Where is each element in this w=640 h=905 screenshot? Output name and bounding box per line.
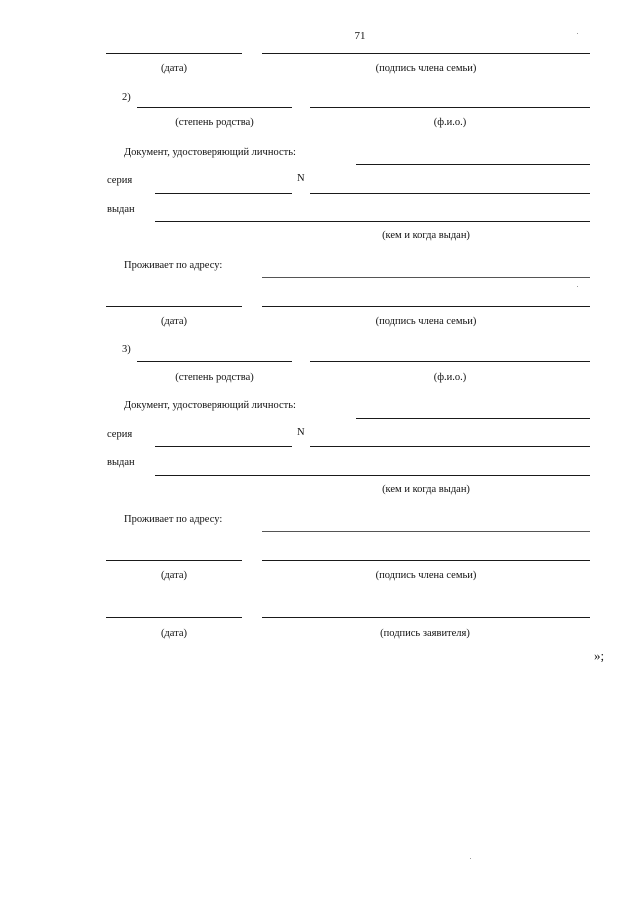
relation-line-2[interactable]: [137, 107, 292, 108]
signature-caption-3: (подпись члена семьи): [375, 570, 477, 581]
date-line-3[interactable]: [106, 560, 242, 561]
fio-caption-2: (ф.и.о.): [433, 117, 467, 128]
date-line-1[interactable]: [106, 53, 242, 54]
applicant-signature-line[interactable]: [262, 617, 590, 618]
signature-line-2[interactable]: [262, 306, 590, 307]
document-line-2[interactable]: [356, 164, 590, 165]
scan-speck: [577, 33, 578, 34]
series-label-3: серия: [107, 429, 133, 440]
address-line-3a[interactable]: [262, 531, 590, 532]
series-label-2: серия: [107, 175, 133, 186]
date-caption-3: (дата): [160, 570, 188, 581]
scan-speck: [470, 858, 471, 859]
member-number-3: 3): [122, 344, 131, 355]
date-caption-1: (дата): [160, 63, 188, 74]
date-caption-2: (дата): [160, 316, 188, 327]
signature-caption-1: (подпись члена семьи): [375, 63, 477, 74]
doc-number-line-3[interactable]: [310, 446, 590, 447]
issued-line-2[interactable]: [155, 221, 590, 222]
number-label-2: N: [297, 173, 305, 184]
page-number: 71: [354, 30, 366, 42]
address-label-3: Проживает по адресу:: [124, 514, 223, 525]
closing-mark: »;: [594, 648, 605, 663]
fio-caption-3: (ф.и.о.): [433, 372, 467, 383]
relation-caption-2: (степень родства): [175, 117, 254, 128]
issued-label-2: выдан: [107, 204, 135, 215]
scan-speck: [577, 286, 578, 287]
address-label-2: Проживает по адресу:: [124, 260, 223, 271]
issued-line-3[interactable]: [155, 475, 590, 476]
issued-label-3: выдан: [107, 457, 135, 468]
fio-line-2[interactable]: [310, 107, 590, 108]
relation-line-3[interactable]: [137, 361, 292, 362]
applicant-signature-caption: (подпись заявителя): [380, 628, 470, 639]
issued-caption-3: (кем и когда выдан): [382, 484, 470, 495]
signature-caption-2: (подпись члена семьи): [375, 316, 477, 327]
series-line-3[interactable]: [155, 446, 292, 447]
date-line-2[interactable]: [106, 306, 242, 307]
relation-caption-3: (степень родства): [175, 372, 254, 383]
number-label-3: N: [297, 427, 305, 438]
document-line-3[interactable]: [356, 418, 590, 419]
address-line-2a[interactable]: [262, 277, 590, 278]
fio-line-3[interactable]: [310, 361, 590, 362]
document-label-3: Документ, удостоверяющий личность:: [124, 400, 296, 411]
applicant-date-line[interactable]: [106, 617, 242, 618]
applicant-date-caption: (дата): [160, 628, 188, 639]
signature-line-3[interactable]: [262, 560, 590, 561]
document-label-2: Документ, удостоверяющий личность:: [124, 147, 296, 158]
member-number-2: 2): [122, 92, 131, 103]
signature-line-1[interactable]: [262, 53, 590, 54]
issued-caption-2: (кем и когда выдан): [382, 230, 470, 241]
series-line-2[interactable]: [155, 193, 292, 194]
doc-number-line-2[interactable]: [310, 193, 590, 194]
